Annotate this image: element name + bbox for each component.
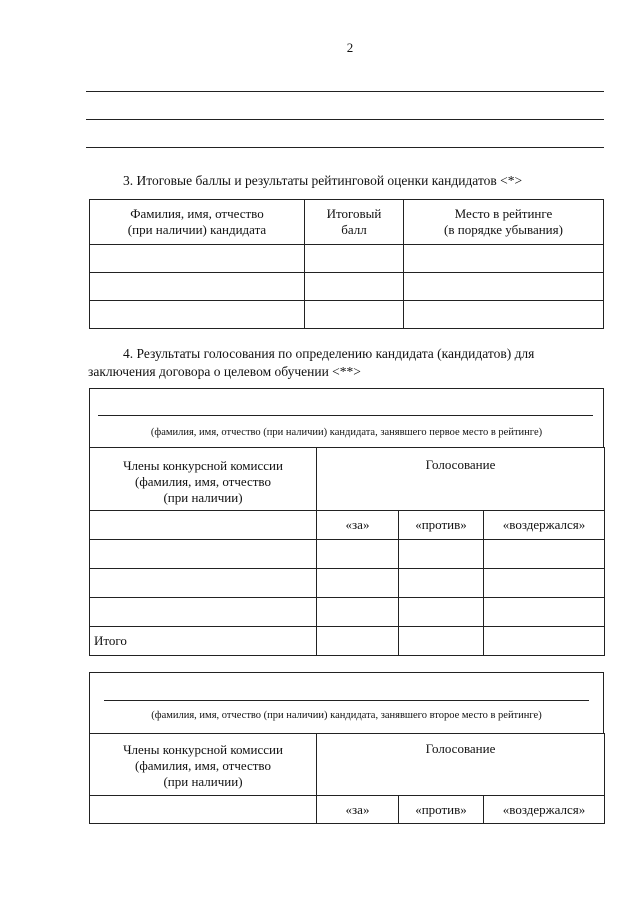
table-cell — [317, 598, 399, 627]
voting2-voting-label: Голосование — [425, 741, 496, 756]
voting1-voting-header — [317, 448, 605, 511]
voting2-members-line3: (при наличии) — [163, 774, 243, 789]
candidate1-caption: (фамилия, имя, отчество (при наличии) кандидата, занявшего первое место в рейтинге) — [150, 427, 543, 438]
table-row — [90, 245, 604, 273]
rating-header-score-line2: балл — [341, 222, 367, 237]
rating-header-score-line1: Итоговый — [326, 206, 382, 221]
table-cell — [399, 598, 484, 627]
section4-heading-line1: 4. Результаты голосования по определению кандидата (кандидатов) для — [123, 346, 535, 361]
rating-header-score — [305, 200, 404, 245]
table-cell — [399, 627, 484, 656]
table-cell — [484, 598, 605, 627]
table-cell — [399, 540, 484, 569]
voting2-members-header — [90, 734, 317, 796]
table-cell — [404, 245, 604, 273]
voting2-members-line1: Члены конкурсной комиссии — [123, 742, 283, 757]
page-number: 2 — [346, 40, 354, 55]
voting1-total-label: Итого — [90, 627, 317, 656]
blank-line-2 — [86, 119, 604, 120]
section4-heading-line2: заключения договора о целевом обучении <**> — [88, 364, 361, 379]
table-cell — [484, 540, 605, 569]
table-cell — [305, 245, 404, 273]
voting2-members-line2: (фамилия, имя, отчество — [135, 758, 271, 773]
blank-line-1 — [86, 91, 604, 92]
table-cell — [90, 540, 317, 569]
voting1-total-row — [90, 627, 605, 656]
blank-line-3 — [86, 147, 604, 148]
rating-table — [89, 199, 604, 329]
table-cell — [90, 598, 317, 627]
table-row — [90, 301, 604, 329]
voting1-for-header: «за» — [317, 511, 399, 540]
table-cell — [90, 796, 317, 824]
voting1-abstained-header: «воздержался» — [484, 511, 605, 540]
table-row — [90, 273, 604, 301]
voting2-abstained-header: «воздержался» — [484, 796, 605, 824]
table-cell — [305, 301, 404, 329]
section3-heading: 3. Итоговые баллы и результаты рейтинговой оценки кандидатов <*> — [123, 173, 523, 188]
table-cell — [317, 540, 399, 569]
rating-header-name-line2: (при наличии) кандидата — [127, 222, 267, 237]
voting2-voting-header — [317, 734, 605, 796]
voting-table-2 — [89, 733, 605, 824]
table-cell — [484, 627, 605, 656]
candidate1-name-line — [98, 415, 593, 416]
candidate1-name-box — [89, 388, 604, 448]
voting2-options-row — [90, 796, 605, 824]
table-row — [90, 569, 605, 598]
rating-header-name-line1: Фамилия, имя, отчество — [130, 206, 264, 221]
table-cell — [404, 273, 604, 301]
table-cell — [305, 273, 404, 301]
candidate2-caption: (фамилия, имя, отчество (при наличии) кандидата, занявшего второе место в рейтинге) — [151, 710, 542, 721]
voting1-voting-label: Голосование — [425, 457, 496, 472]
voting2-header-row — [90, 734, 605, 796]
table-cell — [90, 569, 317, 598]
voting2-against-header: «против» — [399, 796, 484, 824]
voting1-members-line1: Члены конкурсной комиссии — [123, 458, 283, 473]
voting1-header-row — [90, 448, 605, 511]
voting-table-1 — [89, 447, 605, 656]
table-cell — [90, 273, 305, 301]
voting2-for-header: «за» — [317, 796, 399, 824]
table-row — [90, 598, 605, 627]
table-cell — [317, 569, 399, 598]
candidate2-name-box — [89, 672, 604, 734]
rating-header-name — [90, 200, 305, 245]
rating-table-header — [90, 200, 604, 245]
rating-header-place-line1: Место в рейтинге — [454, 206, 553, 221]
rating-header-place-line2: (в порядке убывания) — [444, 222, 563, 237]
candidate2-name-line — [104, 700, 589, 701]
voting1-members-line2: (фамилия, имя, отчество — [135, 474, 271, 489]
table-cell — [90, 245, 305, 273]
table-cell — [484, 569, 605, 598]
voting1-against-header: «против» — [399, 511, 484, 540]
table-cell — [399, 569, 484, 598]
table-cell — [404, 301, 604, 329]
table-cell — [90, 301, 305, 329]
voting1-members-header — [90, 448, 317, 511]
voting1-options-row — [90, 511, 605, 540]
voting1-members-line3: (при наличии) — [163, 490, 243, 505]
table-cell — [90, 511, 317, 540]
rating-header-place — [404, 200, 604, 245]
table-cell — [317, 627, 399, 656]
table-row — [90, 540, 605, 569]
